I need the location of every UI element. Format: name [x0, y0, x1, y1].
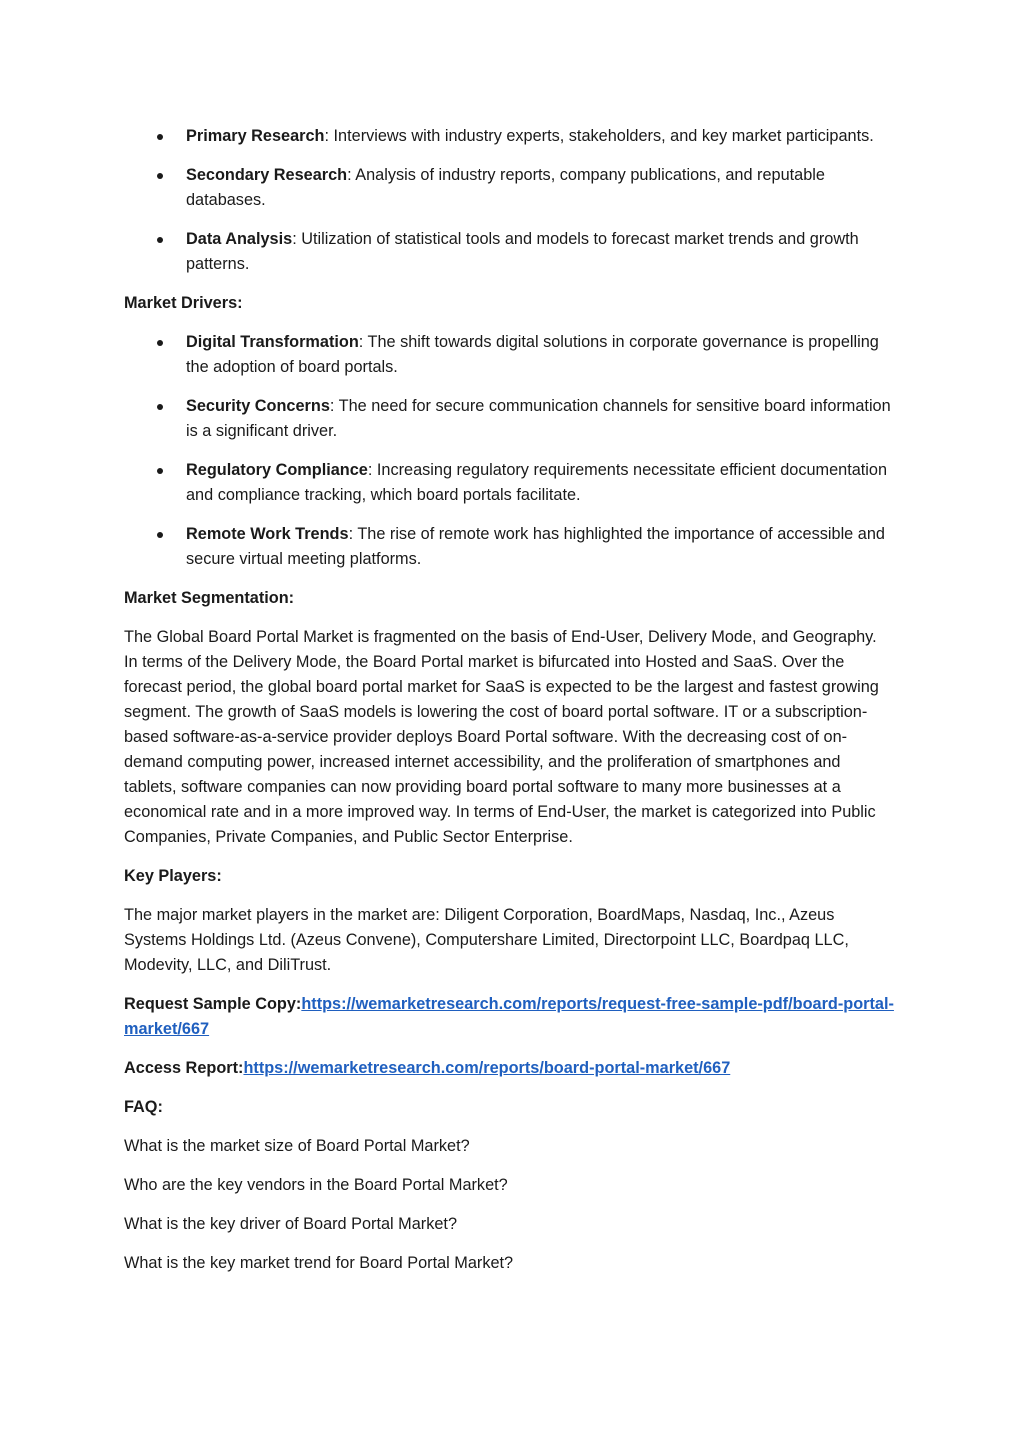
market-segmentation-heading: Market Segmentation:: [124, 589, 295, 607]
item-term: Secondary Research: [186, 166, 348, 184]
item-text: : The need for secure communication channels for sensitive board information is a significant driver.: [186, 397, 891, 440]
key-players-heading: Key Players:: [124, 867, 222, 885]
market-segmentation-body: The Global Board Portal Market is fragmented on the basis of End-User, Delivery Mode, and Geography. In terms of the Delivery Mode, the Board Portal market is bifurcated into Hosted and SaaS. Over the forecast period, the global board portal market for SaaS is expected to be the largest and fastest growing segment. The growth of SaaS models is lowering the cost of board portal software. IT or a subscription-based software-as-a-service provider deploys Board Portal software. With the decreasing cost of on-demand computing power, increased internet accessibility, and the proliferation of smartphones and tablets, software companies can now providing board portal software to many more businesses at a economical rate and in a more improved way. In terms of End-User, the market is categorized into Public Companies, Private Companies, and Public Sector Enterprise.: [124, 628, 879, 846]
request-sample-line: [124, 992, 894, 1042]
item-term: Remote Work Trends: [186, 525, 349, 543]
faq-heading: FAQ:: [124, 1098, 163, 1116]
list-item: [124, 227, 894, 277]
item-text: : Increasing regulatory requirements necessitate efficient documentation and compliance tracking, which board portals facilitate.: [186, 461, 888, 504]
bullet-icon: [157, 404, 163, 410]
market-drivers-heading: Market Drivers:: [124, 294, 243, 312]
bullet-icon: [157, 468, 163, 474]
item-text: : Utilization of statistical tools and models to forecast market trends and growth patterns.: [186, 230, 859, 273]
document-content: [124, 124, 894, 1290]
list-item: [124, 458, 894, 508]
request-sample-link[interactable]: https://wemarketresearch.com/reports/request-free-sample-pdf/board-portal-market/667: [124, 995, 894, 1038]
list-item: [124, 330, 894, 380]
bullet-icon: [157, 173, 163, 179]
market-drivers-list: [124, 330, 894, 572]
item-text: : The shift towards digital solutions in corporate governance is propelling the adoption of board portals.: [186, 333, 879, 376]
access-report-line: [124, 1056, 894, 1081]
list-item: [124, 163, 894, 213]
bullet-icon: [157, 532, 163, 538]
bullet-icon: [157, 134, 163, 140]
key-players-body: The major market players in the market are: Diligent Corporation, BoardMaps, Nasdaq, Inc., Azeus Systems Holdings Ltd. (Azeus Convene), Computershare Limited, Directorpoint LLC, Boardpaq LLC, Modevity, LLC, and DiliTrust.: [124, 906, 849, 974]
faq-question: What is the key driver of Board Portal Market?: [124, 1215, 457, 1233]
faq-question: What is the key market trend for Board Portal Market?: [124, 1254, 514, 1272]
research-methods-list: [124, 124, 894, 277]
item-term: Data Analysis: [186, 230, 293, 248]
faq-question: What is the market size of Board Portal Market?: [124, 1137, 470, 1155]
item-term: Primary Research: [186, 127, 325, 145]
list-item: [124, 394, 894, 444]
item-term: Security Concerns: [186, 397, 330, 415]
faq-question: Who are the key vendors in the Board Portal Market?: [124, 1176, 508, 1194]
item-text: : The rise of remote work has highlighted the importance of accessible and secure virtual meeting platforms.: [186, 525, 885, 568]
bullet-icon: [157, 237, 163, 243]
list-item: [124, 124, 894, 149]
item-text: : Interviews with industry experts, stakeholders, and key market participants.: [324, 127, 874, 145]
access-report-label: Access Report:: [124, 1059, 244, 1077]
item-term: Digital Transformation: [186, 333, 359, 351]
list-item: [124, 522, 894, 572]
item-term: Regulatory Compliance: [186, 461, 368, 479]
bullet-icon: [157, 340, 163, 346]
access-report-link[interactable]: https://wemarketresearch.com/reports/board-portal-market/667: [243, 1059, 731, 1077]
request-sample-label: Request Sample Copy:: [124, 995, 302, 1013]
item-text: : Analysis of industry reports, company publications, and reputable databases.: [186, 166, 825, 209]
